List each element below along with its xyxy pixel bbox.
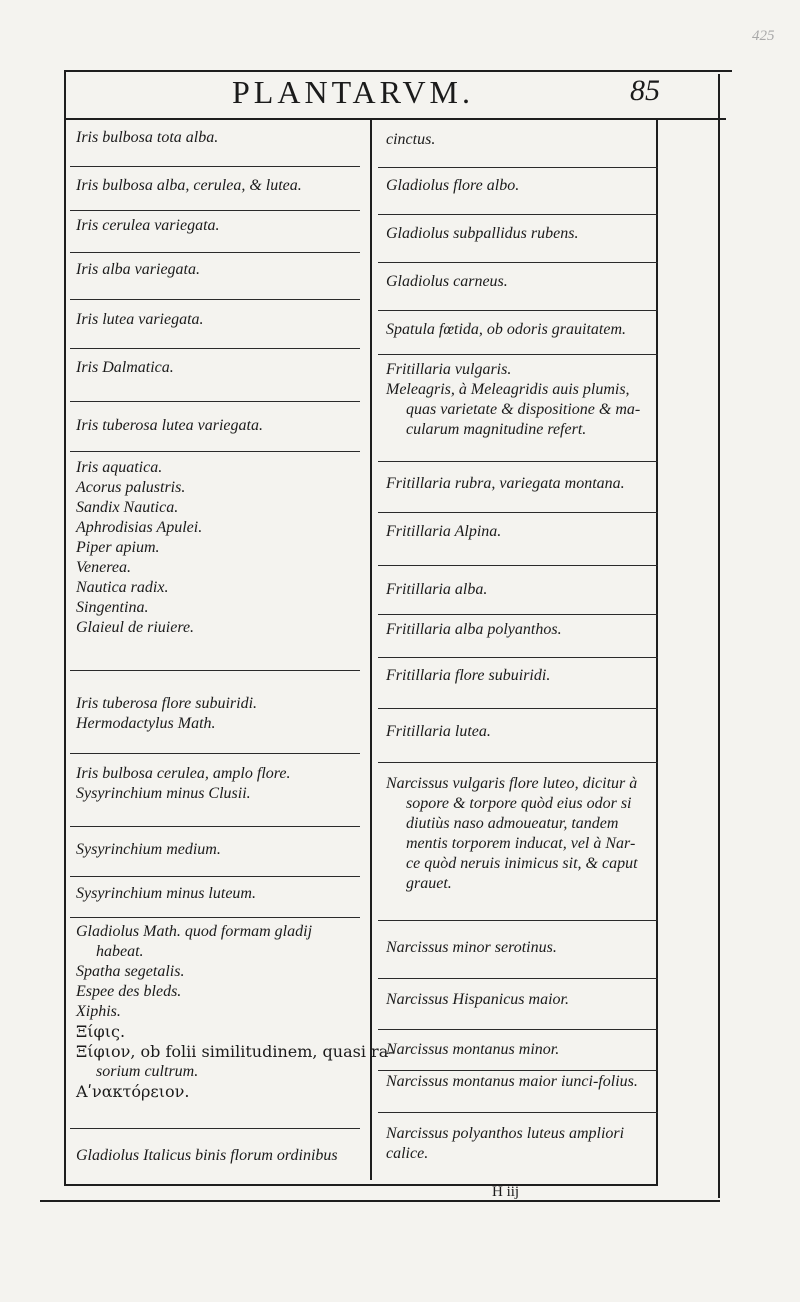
entry-line: Acorus palustris. — [76, 479, 186, 496]
entry-separator — [378, 978, 658, 979]
entry-line: Narcissus minor serotinus. — [386, 939, 557, 956]
entry-separator — [378, 262, 658, 263]
catalog-entry — [76, 840, 221, 860]
entry-line: Hermodactylus Math. — [76, 715, 216, 732]
entry-line: Αʹνακτόρειον. — [76, 1082, 190, 1101]
catalog-entry — [386, 722, 491, 742]
entry-line: quas varietate & dispositione & ma- — [406, 401, 641, 418]
entry-line: sorium cultrum. — [96, 1063, 199, 1080]
entry-line: Narcissus montanus maior iunci-folius. — [386, 1073, 638, 1090]
catalog-entry — [386, 990, 569, 1010]
entry-separator — [378, 565, 658, 566]
pencil-note: 425 — [752, 28, 775, 44]
entry-line: Fritillaria Alpina. — [386, 523, 502, 540]
catalog-entry — [386, 1072, 638, 1092]
catalog-entry — [76, 922, 394, 1102]
entry-separator — [70, 876, 360, 877]
entry-line: sopore & torpore quòd eius odor si — [406, 795, 632, 812]
catalog-entry — [76, 884, 256, 904]
page-frame-left-rule — [64, 70, 66, 1186]
entry-separator — [70, 451, 360, 452]
catalog-entry — [386, 666, 550, 686]
catalog-entry — [76, 216, 220, 236]
entry-line: Sysyrinchium medium. — [76, 841, 221, 858]
entry-line: Sandix Nautica. — [76, 499, 179, 516]
entry-separator — [70, 917, 360, 918]
entry-line: Sysyrinchium minus luteum. — [76, 885, 256, 902]
entry-line: Narcissus polyanthos luteus ampliori — [386, 1125, 625, 1142]
entry-separator — [378, 461, 658, 462]
entry-line: Fritillaria lutea. — [386, 723, 491, 740]
catalog-entry — [76, 128, 218, 148]
entry-line: Iris Dalmatica. — [76, 359, 174, 376]
catalog-entry — [76, 1146, 338, 1166]
entry-separator — [70, 826, 360, 827]
catalog-entry — [76, 458, 202, 638]
entry-separator — [378, 762, 658, 763]
entry-line: Gladiolus Math. quod formam gladij — [76, 923, 313, 940]
catalog-entry — [386, 272, 508, 292]
entry-separator — [70, 1128, 360, 1129]
entry-line: Gladiolus flore albo. — [386, 177, 520, 194]
entry-line: calice. — [386, 1145, 429, 1162]
catalog-entry — [386, 176, 519, 196]
entry-line: cularum magnitudine refert. — [406, 421, 587, 438]
entry-line: Iris alba variegata. — [76, 261, 200, 278]
entry-line: Iris aquatica. — [76, 459, 163, 476]
running-title: PLANTARVM. — [232, 74, 474, 110]
entry-separator — [378, 354, 658, 355]
entry-line: Fritillaria alba. — [386, 581, 488, 598]
entry-line: Iris tuberosa lutea variegata. — [76, 417, 263, 434]
entry-line: Aphrodisias Apulei. — [76, 519, 203, 536]
entry-line: Ξίφις. — [76, 1022, 126, 1041]
entry-line: Piper apium. — [76, 539, 160, 556]
entry-separator — [70, 166, 360, 167]
entry-line: Fritillaria vulgaris. — [386, 361, 512, 378]
entry-line: Gladiolus subpallidus rubens. — [386, 225, 579, 242]
page-number: 85 — [630, 74, 660, 107]
entry-line: Spatula fœtida, ob odoris grauitatem. — [386, 321, 627, 338]
page-frame-right-rule — [718, 74, 720, 1198]
catalog-entry — [386, 130, 435, 150]
entry-line: Fritillaria alba polyanthos. — [386, 621, 562, 638]
catalog-entry — [386, 1040, 559, 1060]
catalog-entry — [386, 774, 638, 894]
entry-separator — [378, 214, 658, 215]
entry-line: Iris bulbosa cerulea, amplo flore. — [76, 765, 291, 782]
entry-line: Iris cerulea variegata. — [76, 217, 220, 234]
entry-line: Nautica radix. — [76, 579, 169, 596]
entry-line: Narcissus montanus minor. — [386, 1041, 560, 1058]
entry-line: Iris bulbosa tota alba. — [76, 129, 219, 146]
catalog-entry — [386, 620, 562, 640]
entry-separator — [70, 252, 360, 253]
entry-line: diutiùs naso admoueatur, tandem — [406, 815, 619, 832]
catalog-entry — [386, 360, 640, 440]
entry-line: Ξίφιον, ob folii similitudinem, quasi ra- — [76, 1042, 394, 1061]
entry-line: mentis torporem inducat, vel à Nar- — [406, 835, 636, 852]
entry-separator — [70, 210, 360, 211]
catalog-entry — [76, 764, 291, 804]
entry-line: Gladiolus carneus. — [386, 273, 508, 290]
entry-separator — [70, 348, 360, 349]
entry-line: Glaieul de riuiere. — [76, 619, 195, 636]
catalog-entry — [76, 176, 302, 196]
entry-line: Iris lutea variegata. — [76, 311, 204, 328]
catalog-entry — [386, 580, 487, 600]
entry-separator — [378, 1029, 658, 1030]
entry-separator — [70, 670, 360, 671]
entry-line: habeat. — [96, 943, 144, 960]
entry-line: Espee des bleds. — [76, 983, 182, 1000]
entry-separator — [378, 708, 658, 709]
page-frame-top-rule — [64, 70, 732, 72]
entry-separator — [378, 1112, 658, 1113]
entry-line: Singentina. — [76, 599, 149, 616]
catalog-entry — [386, 320, 626, 340]
entry-separator — [378, 1070, 658, 1071]
entry-separator — [378, 310, 658, 311]
entry-separator — [70, 299, 360, 300]
entry-separator — [378, 657, 658, 658]
entry-separator — [378, 920, 658, 921]
catalog-entry — [386, 224, 578, 244]
entry-separator — [70, 753, 360, 754]
signature-mark: H iij — [492, 1184, 520, 1200]
catalog-entry — [386, 522, 501, 542]
inner-right-rule — [656, 120, 658, 1184]
entry-line: grauet. — [406, 875, 452, 892]
entry-separator — [378, 614, 658, 615]
catalog-entry — [76, 310, 204, 330]
entry-line: Narcissus vulgaris flore luteo, dicitur à — [386, 775, 638, 792]
entry-line: Gladiolus Italicus binis florum ordinibus — [76, 1147, 338, 1164]
entry-separator — [70, 401, 360, 402]
entry-line: Spatha segetalis. — [76, 963, 185, 980]
catalog-entry — [386, 938, 557, 958]
entry-line: Fritillaria rubra, variegata montana. — [386, 475, 625, 492]
page-frame-bottom-rule — [40, 1200, 720, 1202]
entry-separator — [378, 167, 658, 168]
entry-line: Fritillaria flore subuiridi. — [386, 667, 551, 684]
entry-line: Iris tuberosa flore subuiridi. — [76, 695, 258, 712]
catalog-entry — [386, 474, 625, 494]
entry-line: Iris bulbosa alba, cerulea, & lutea. — [76, 177, 302, 194]
entry-line: cinctus. — [386, 131, 436, 148]
entry-line: ce quòd neruis inimicus sit, & caput — [406, 855, 638, 872]
catalog-entry — [76, 416, 263, 436]
catalog-entry — [386, 1124, 624, 1164]
bottom-rule — [64, 1184, 658, 1186]
entry-line: Sysyrinchium minus Clusii. — [76, 785, 251, 802]
entry-line: Venerea. — [76, 559, 131, 576]
header-rule — [66, 118, 726, 120]
entry-line: Xiphis. — [76, 1003, 121, 1020]
catalog-entry — [76, 260, 200, 280]
entry-line: Narcissus Hispanicus maior. — [386, 991, 569, 1008]
entry-separator — [378, 512, 658, 513]
entry-line: Meleagris, à Meleagridis auis plumis, — [386, 381, 630, 398]
catalog-entry — [76, 358, 174, 378]
catalog-entry — [76, 694, 257, 734]
